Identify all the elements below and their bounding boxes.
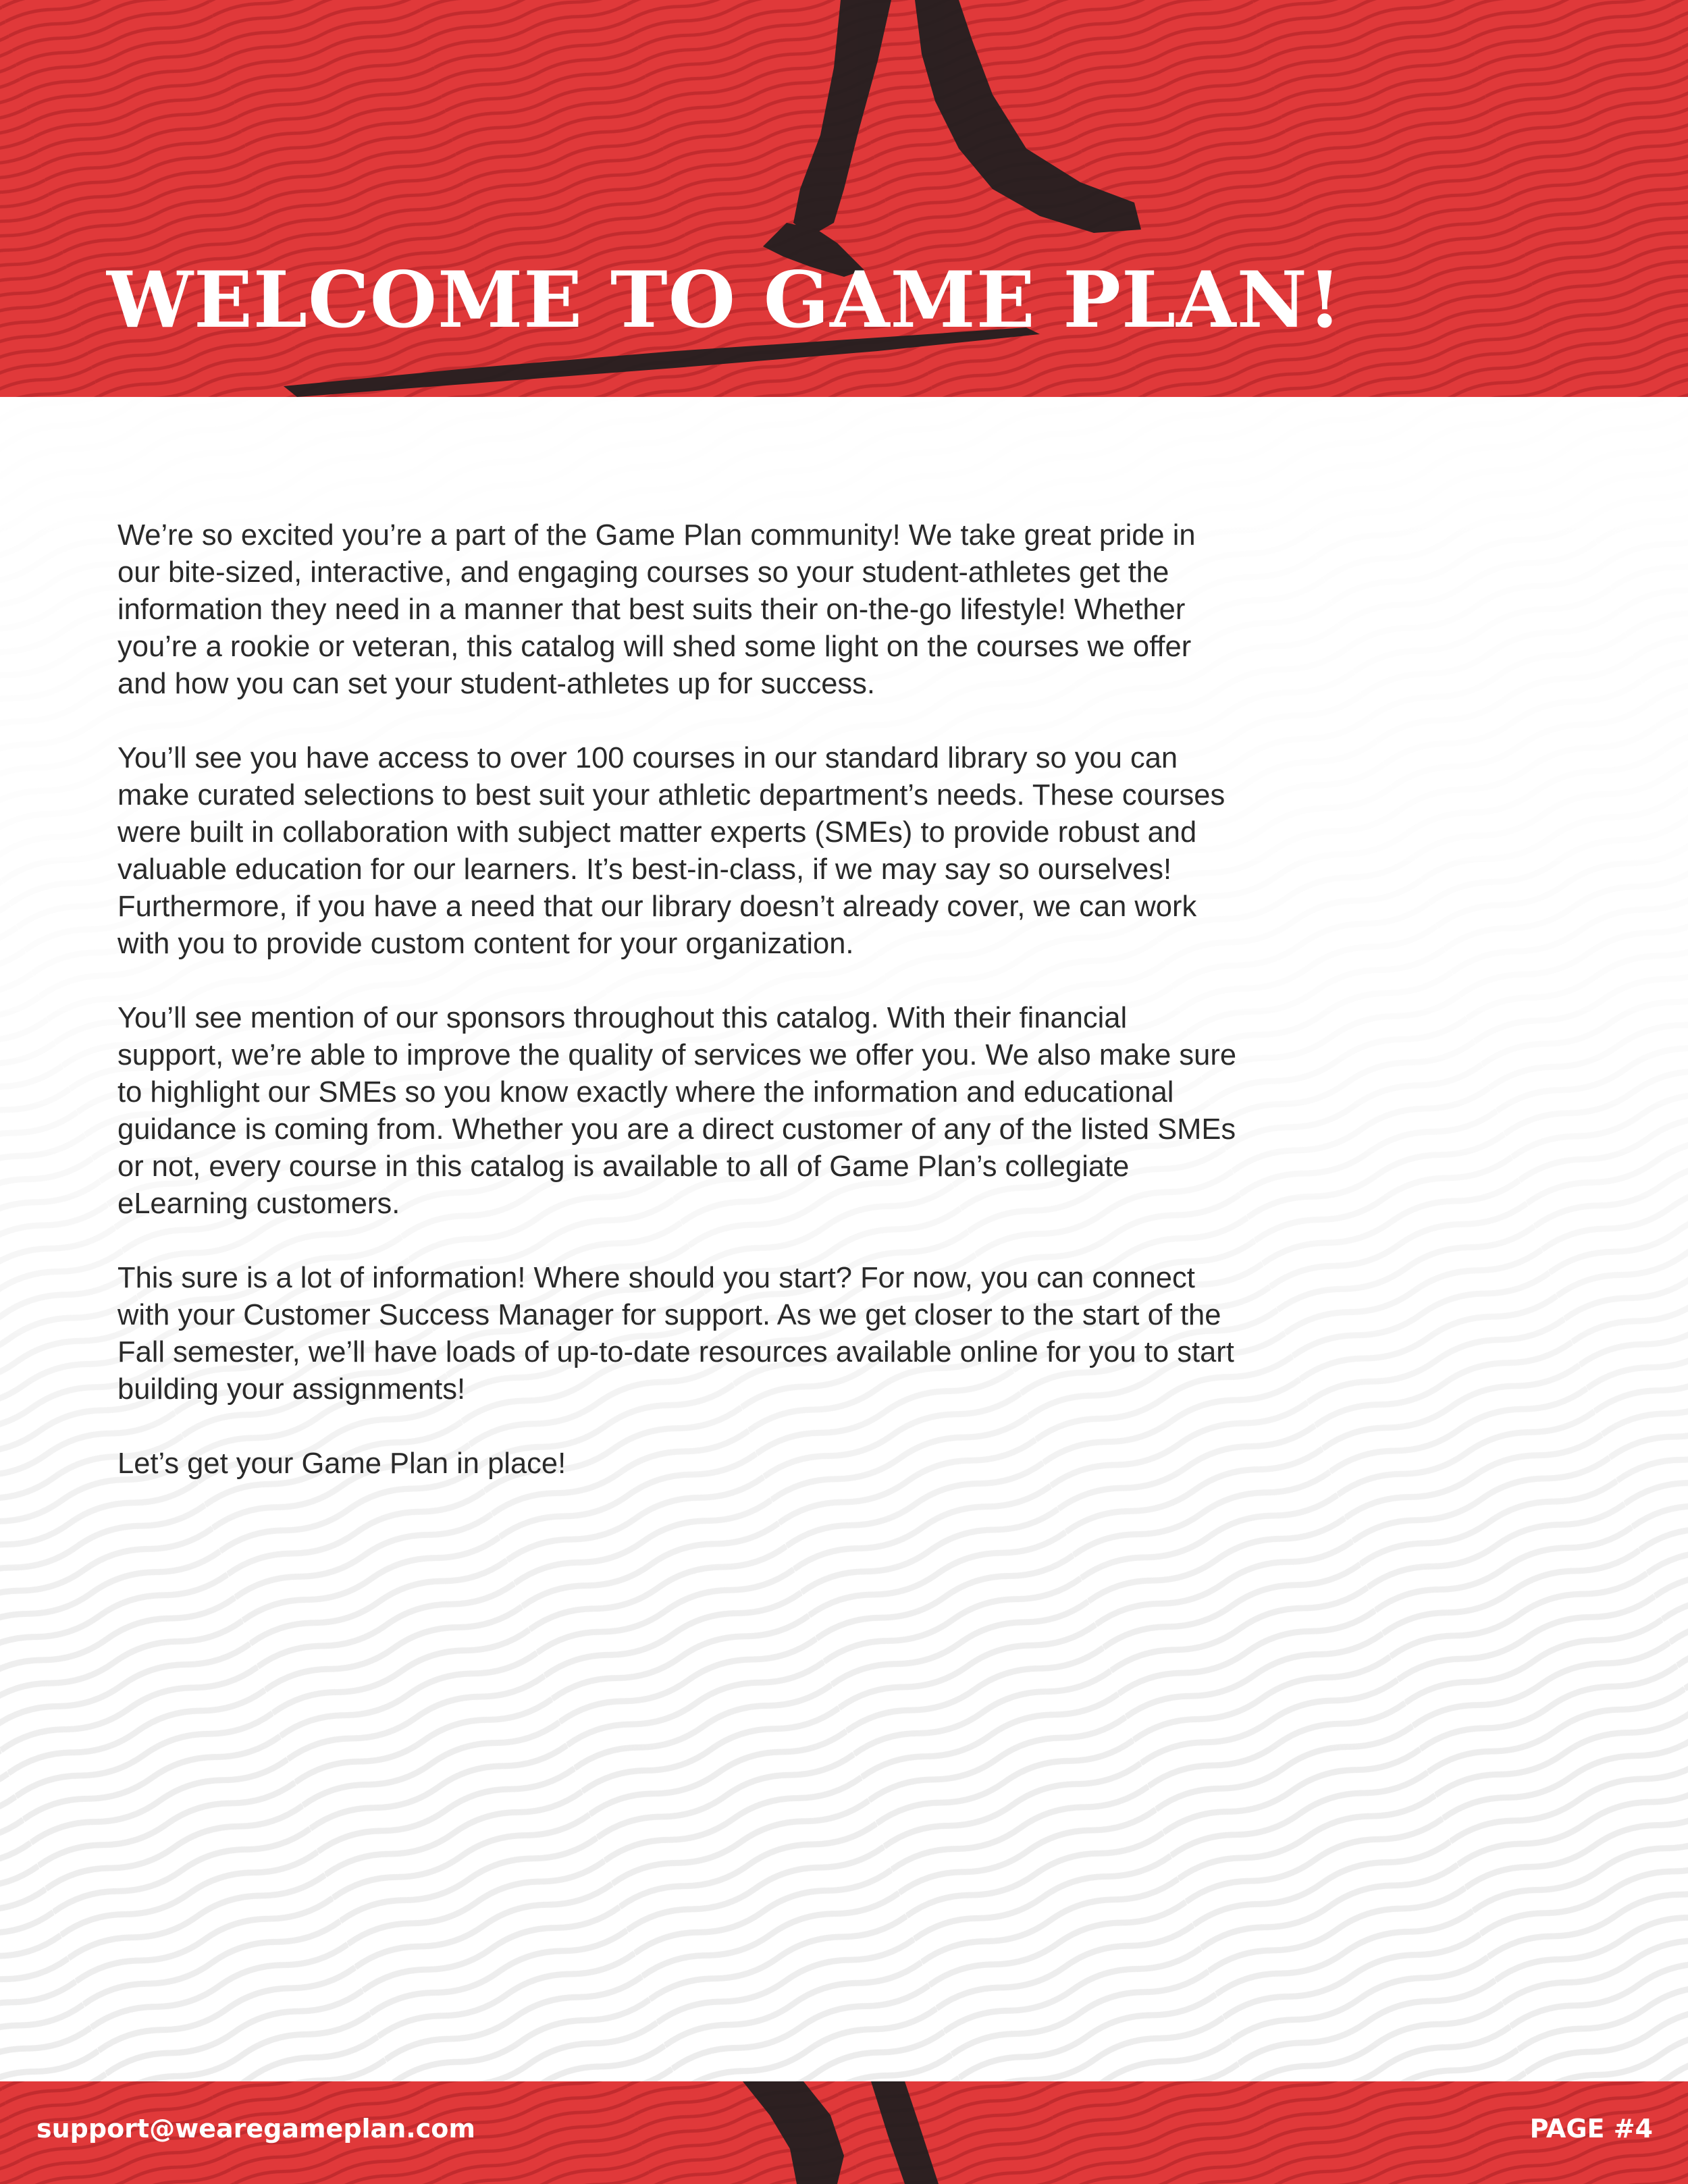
getting-started-paragraph: This sure is a lot of information! Where should you start? For now, you can connect with your Customer Success Manager for support. As we get closer to the start of the Fall semester, we’ll have loads of up-to-date resources available online for you to start building your assignments! xyxy=(117,1262,1234,1406)
intro-paragraph: We’re so excited you’re a part of the Game Plan community! We take great pride in our bite-sized, interactive, and engaging courses so your student-athletes get the information they need in a manner that best suits their on-the-go lifestyle! Whether you’re a rookie or veteran, this catalog will shed some light on the courses we offer and how you can set your student-athletes up for success. xyxy=(117,519,1196,700)
page-number: PAGE #4 xyxy=(1529,2114,1653,2143)
page-title: WELCOME TO GAME PLAN! xyxy=(107,255,1342,345)
sponsors-paragraph: You’ll see mention of our sponsors throughout this catalog. With their financial support, we’re able to improve the quality of services we offer you. We also make sure to highlight our SMEs so you know exactly where the information and educational guidance is coming from. Whether you are a direct customer of any of the listed SMEs or not, every course in this catalog is available to all of Game Plan’s collegiate eLearning customers. xyxy=(117,1002,1237,1220)
closing-paragraph: Let’s get your Game Plan in place! xyxy=(117,1447,566,1480)
support-email-link[interactable]: support@wearegameplan.com xyxy=(36,2114,475,2143)
welcome-body xyxy=(117,517,1238,1520)
library-paragraph: You’ll see you have access to over 100 courses in our standard library so you can make curated selections to best suit your athletic department’s needs. These courses were built in collaboration with subject matter experts (SMEs) to provide robust and valuable education for our learners. It’s best-in-class, if we may say so ourselves! Furthermore, if you have a need that our library doesn’t already cover, we can work with you to provide custom content for your organization. xyxy=(117,742,1225,960)
